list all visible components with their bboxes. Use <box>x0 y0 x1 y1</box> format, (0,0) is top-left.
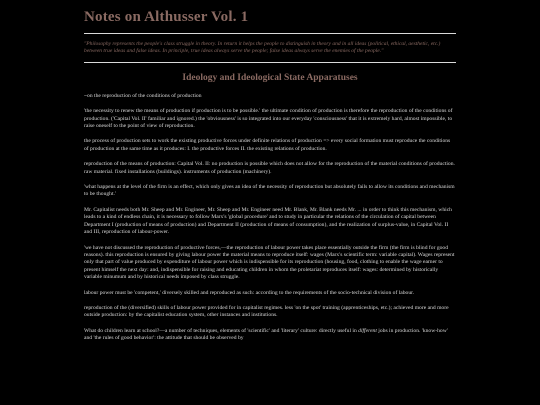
emphasized-word: different <box>358 327 377 334</box>
epigraph-quote: "Philosophy represents the people's class struggle in theory. In return it helps the people to distinguish in theory and in all ideas (political, ethical, aesthetic, etc.) between true ideas and false ideas. In principle, true ideas always serve the people; false ideas always serve the enemies of the people." <box>84 41 441 55</box>
paragraph: labour power must be 'competent,' diversely skilled and reproduced as such: according to the requirements of the socio-technical division of labour. <box>84 289 415 296</box>
page-title: Notes on Althusser Vol. 1 <box>84 9 249 25</box>
paragraph-text: jobs in production. 'know-how' and 'the rules of good behavior': the attitude that should be observed by <box>84 327 448 342</box>
paragraph: Mr. Capitalist needs both Mr. Sheep and Mr. Engineer, Mr. Sheep and Mr. Engineer need Mr. Blank, Mr. Blank needs Mr. ... in order to think this mechanism, which leads to a kind of endless chain, it is necessary to follow Marx's 'global procedure' and to study in particular the relations of the circulation of capital between Department I (production of means of production) and Department II (production of means of consumption), and the realization of surplus-value, in Capital Vol. II and III, reproduction of labour-power. <box>84 206 452 236</box>
title-divider <box>84 33 456 34</box>
paragraph: 'the necessity to renew the means of production if production is to be possible.' the ultimate condition of production is therefore the reproduction of the conditions of production. ('Capital Vol. II' familiar and ignored.) the 'obviousness' is so integrated into our everyday 'consciousness' that it is extremely hard, almost impossible, to raise oneself to the point of view of reproduction. <box>84 108 453 130</box>
paragraph-intro: ~on the reproduction of the conditions of production <box>84 92 202 99</box>
paragraph: 'what happens at the level of the firm is an effect, which only gives an idea of the necessity of reproduction but absolutely fails to allow its conditions and mechanism to be thought.' <box>84 184 455 198</box>
section-heading: Ideology and Ideological State Apparatuses <box>182 72 358 83</box>
paragraph: reproduction of the means of production: Capital Vol. II: no production is possible which does not allow for the reproduction of the material conditions of production. raw material. fixed installations (buildings). instruments of production (machinery). <box>84 161 455 175</box>
paragraph: 'we have not discussed the reproduction of productive forces,—the reproduction of labour power takes place essentially outside the firm (the firm is blind for good reasons). this reproduction is ensured by giving labour power the material means to reproduce itself: wages (Marx's scientific term: variable capital). Wages represent only that part of value produced by expenditure of labour power which is indispensible for its reproduction (housing, food, clothing to enable the wage earner to present himself the next day: and, indispensible for raising and educating children in whom the proletariat reproduces itself: wages: determined by historically variable minumum and by historical needs imposed by class struggle. <box>84 244 455 281</box>
paragraph-text: What do children learn at school?—a number of techniques, elements of 'scientific' and 'literary' culture: directly useful in <box>84 327 359 334</box>
paragraph-last <box>84 328 456 343</box>
epigraph-divider <box>84 62 456 63</box>
article-body <box>84 93 456 343</box>
paragraph: the process of production sets to work the existing productive forces under definite relations of production => every social formation must reproduce the conditions of production at the same time as it produces: I. the productive forces II. the existing relations of production. <box>84 138 451 152</box>
document-page <box>84 0 456 343</box>
paragraph: reproduction of the (diversified) skills of labour power provided for in capitalist regimes. less 'on the spot' training (apprenticeships, etc.); achieved more and more outside production: by the capitalist education system, other instances and institutions. <box>84 304 449 319</box>
